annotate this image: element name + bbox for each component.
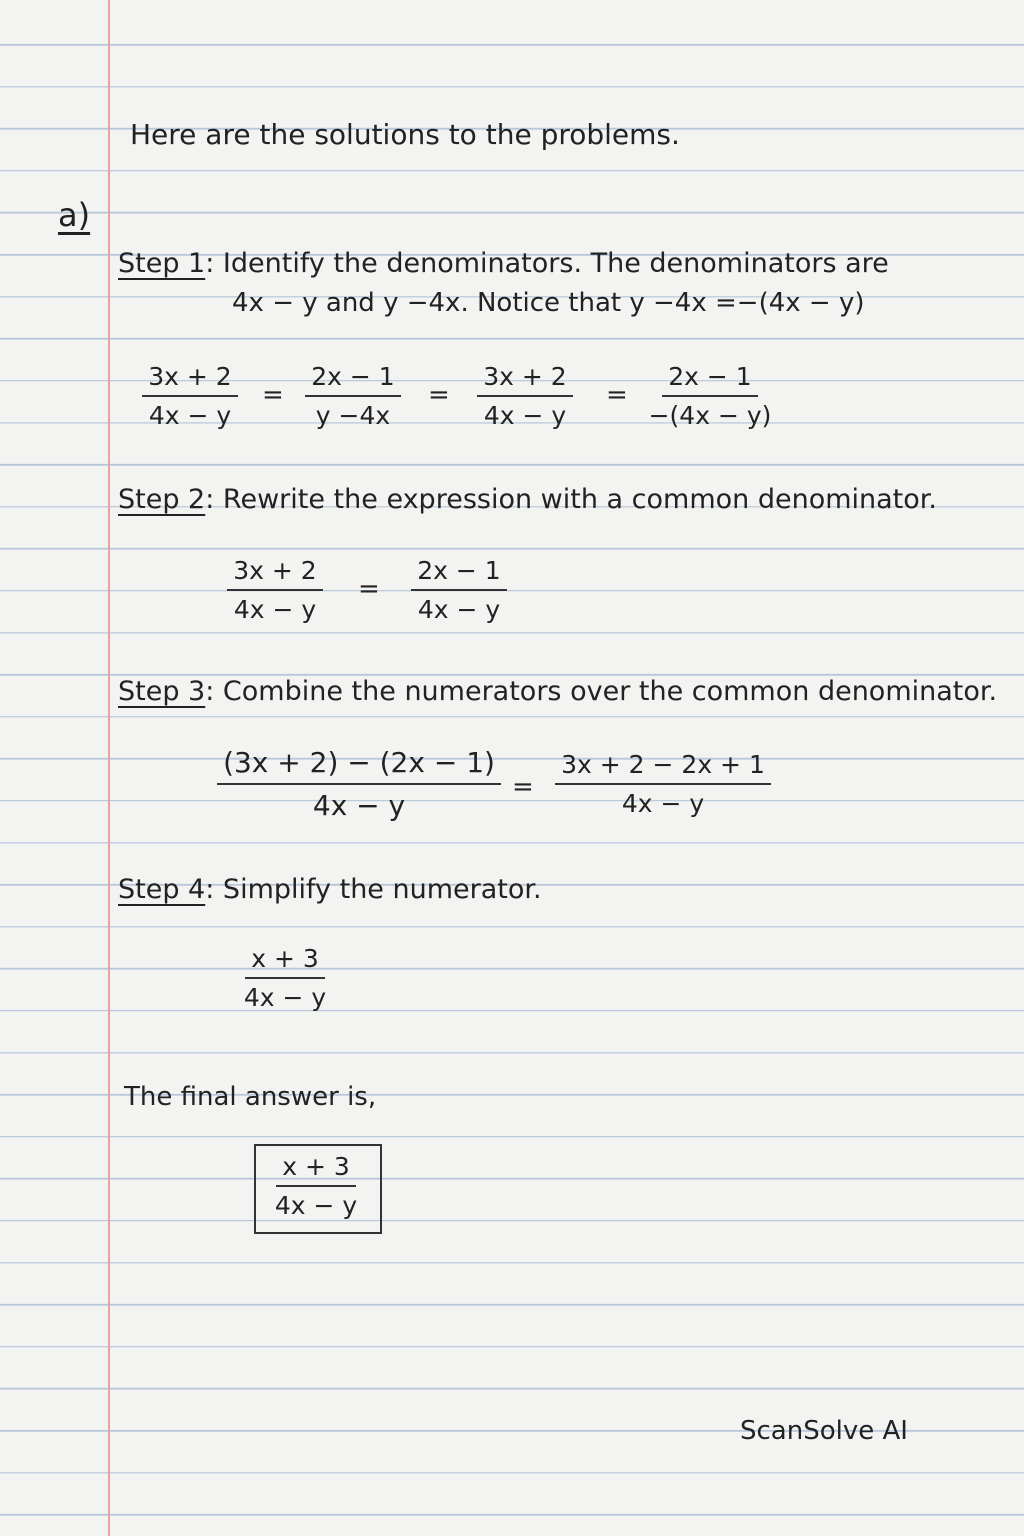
step-1-fraction-4 [640, 362, 780, 430]
fraction-numerator: x + 3 [245, 944, 325, 979]
step-3-fraction-2 [548, 750, 778, 818]
equals-sign: = [606, 380, 628, 410]
step-1-fraction-3 [466, 362, 584, 430]
fraction-denominator: 4x − y [274, 1191, 358, 1220]
fraction-numerator: 3x + 2 [477, 362, 572, 397]
step-1-continuation: 4x − y and y −4x. Notice that y −4x =−(4x − y) [232, 288, 865, 318]
equals-sign: = [428, 380, 450, 410]
step-3-heading [118, 676, 997, 707]
fraction-numerator: 3x + 2 [142, 362, 237, 397]
equals-sign: = [512, 772, 534, 802]
fraction-numerator: 2x − 1 [662, 362, 757, 397]
step-4-label: Step 4 [118, 874, 206, 905]
step-2-fraction-1 [216, 556, 334, 624]
fraction-denominator: 4x − y [417, 595, 501, 624]
intro-text: Here are the solutions to the problems. [130, 118, 680, 151]
step-2-heading [118, 484, 937, 515]
fraction-denominator: 4x − y [483, 401, 567, 430]
fraction-denominator: y −4x [315, 401, 391, 430]
brand-watermark: ScanSolve AI [740, 1416, 908, 1446]
equals-sign: = [262, 380, 284, 410]
fraction-numerator: x + 3 [276, 1152, 356, 1187]
fraction-denominator: 4x − y [621, 789, 705, 818]
fraction-numerator: (3x + 2) − (2x − 1) [217, 746, 501, 785]
fraction-numerator: 2x − 1 [305, 362, 400, 397]
part-label-text: a) [58, 196, 91, 234]
step-4-heading [118, 874, 542, 905]
step-4-fraction [224, 944, 346, 1012]
final-answer-fraction [262, 1152, 370, 1220]
step-1-fraction-1 [134, 362, 246, 430]
step-2-fraction-2 [400, 556, 518, 624]
fraction-denominator: −(4x − y) [648, 401, 772, 430]
equals-sign: = [358, 574, 380, 604]
fraction-denominator: 4x − y [312, 789, 406, 822]
fraction-denominator: 4x − y [148, 401, 232, 430]
step-1-text: : Identify the denominators. The denominators are [205, 248, 889, 279]
part-label [58, 196, 90, 234]
step-2-label: Step 2 [118, 484, 206, 515]
fraction-denominator: 4x − y [233, 595, 317, 624]
fraction-numerator: 2x − 1 [411, 556, 506, 591]
step-3-text: : Combine the numerators over the common denominator. [205, 676, 998, 707]
step-2-text: : Rewrite the expression with a common denominator. [205, 484, 937, 515]
step-4-text: : Simplify the numerator. [205, 874, 542, 905]
step-1-fraction-2 [298, 362, 408, 430]
step-3-label: Step 3 [118, 676, 206, 707]
step-1-heading [118, 248, 889, 279]
step-3-fraction-1 [222, 746, 496, 822]
margin-line [108, 0, 110, 1536]
fraction-numerator: 3x + 2 − 2x + 1 [555, 750, 771, 785]
fraction-denominator: 4x − y [243, 983, 327, 1012]
final-answer-text: The final answer is, [124, 1082, 377, 1112]
fraction-numerator: 3x + 2 [227, 556, 322, 591]
step-1-label: Step 1 [118, 248, 206, 279]
